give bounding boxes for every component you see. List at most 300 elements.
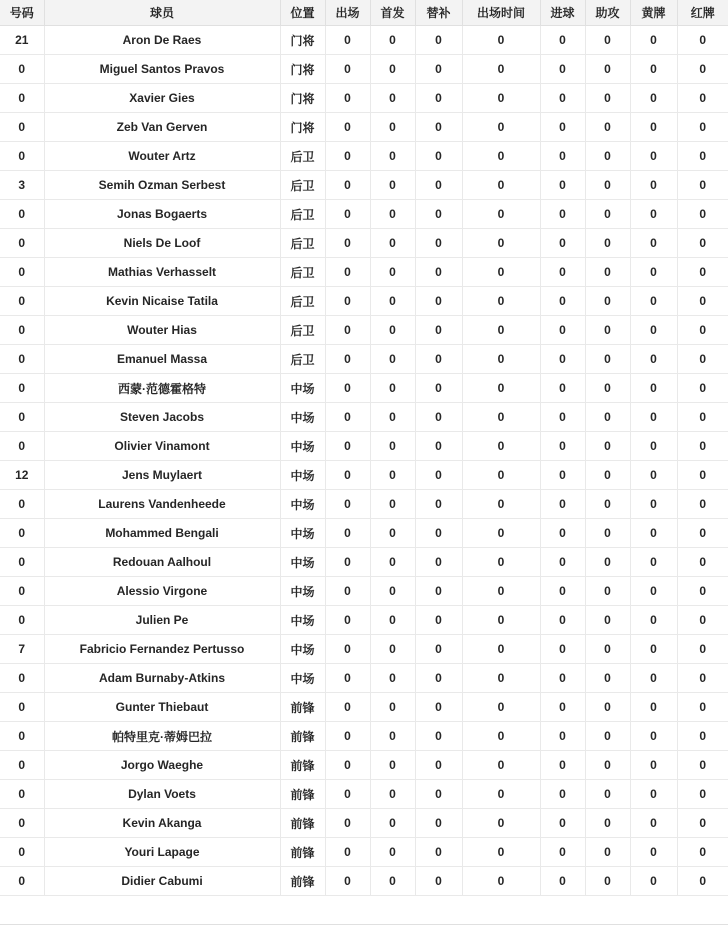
cell-assists: 0: [585, 26, 630, 55]
cell-appearances: 0: [325, 548, 370, 577]
cell-number: 0: [0, 432, 44, 461]
cell-red-cards: 0: [677, 606, 728, 635]
cell-minutes: 0: [462, 258, 540, 287]
cell-yellow-cards: 0: [630, 432, 677, 461]
cell-appearances: 0: [325, 258, 370, 287]
cell-substitute: 0: [415, 258, 462, 287]
table-row: [0, 635, 728, 664]
cell-goals: 0: [540, 113, 585, 142]
cell-yellow-cards: 0: [630, 867, 677, 896]
cell-number: 0: [0, 142, 44, 171]
cell-goals: 0: [540, 287, 585, 316]
cell-yellow-cards: 0: [630, 548, 677, 577]
cell-substitute: 0: [415, 26, 462, 55]
cell-number: 3: [0, 171, 44, 200]
cell-player: Olivier Vinamont: [44, 432, 280, 461]
cell-player: Julien Pe: [44, 606, 280, 635]
cell-minutes: 0: [462, 142, 540, 171]
cell-player: Kevin Nicaise Tatila: [44, 287, 280, 316]
table-row: [0, 577, 728, 606]
cell-goals: 0: [540, 519, 585, 548]
cell-yellow-cards: 0: [630, 84, 677, 113]
cell-player: Jonas Bogaerts: [44, 200, 280, 229]
cell-player: Xavier Gies: [44, 84, 280, 113]
cell-yellow-cards: 0: [630, 693, 677, 722]
cell-yellow-cards: 0: [630, 113, 677, 142]
cell-minutes: 0: [462, 113, 540, 142]
cell-assists: 0: [585, 461, 630, 490]
cell-assists: 0: [585, 519, 630, 548]
table-row: [0, 432, 728, 461]
cell-minutes: 0: [462, 722, 540, 751]
cell-player: 西蒙·范德霍格特: [44, 374, 280, 403]
table-row: [0, 809, 728, 838]
cell-goals: 0: [540, 722, 585, 751]
cell-red-cards: 0: [677, 55, 728, 84]
table-row: [0, 374, 728, 403]
cell-assists: 0: [585, 55, 630, 84]
table-row: [0, 780, 728, 809]
cell-assists: 0: [585, 142, 630, 171]
cell-substitute: 0: [415, 200, 462, 229]
table-row: [0, 722, 728, 751]
cell-red-cards: 0: [677, 519, 728, 548]
cell-player: Laurens Vandenheede: [44, 490, 280, 519]
table-row: [0, 548, 728, 577]
cell-assists: 0: [585, 200, 630, 229]
table-row: [0, 258, 728, 287]
cell-assists: 0: [585, 838, 630, 867]
cell-red-cards: 0: [677, 577, 728, 606]
cell-goals: 0: [540, 606, 585, 635]
cell-number: 0: [0, 84, 44, 113]
cell-substitute: 0: [415, 461, 462, 490]
header-row: [0, 0, 728, 26]
cell-assists: 0: [585, 229, 630, 258]
cell-red-cards: 0: [677, 867, 728, 896]
cell-yellow-cards: 0: [630, 722, 677, 751]
cell-player: Didier Cabumi: [44, 867, 280, 896]
cell-starts: 0: [370, 548, 415, 577]
cell-position: 前锋: [280, 693, 325, 722]
cell-goals: 0: [540, 461, 585, 490]
cell-position: 中场: [280, 664, 325, 693]
cell-appearances: 0: [325, 693, 370, 722]
table-row: [0, 287, 728, 316]
cell-substitute: 0: [415, 809, 462, 838]
cell-position: 前锋: [280, 838, 325, 867]
cell-starts: 0: [370, 287, 415, 316]
cell-player: Emanuel Massa: [44, 345, 280, 374]
cell-position: 前锋: [280, 722, 325, 751]
table-row: [0, 316, 728, 345]
cell-position: 中场: [280, 635, 325, 664]
cell-appearances: 0: [325, 26, 370, 55]
cell-minutes: 0: [462, 867, 540, 896]
cell-position: 前锋: [280, 751, 325, 780]
cell-number: 0: [0, 867, 44, 896]
cell-yellow-cards: 0: [630, 26, 677, 55]
cell-substitute: 0: [415, 519, 462, 548]
cell-goals: 0: [540, 171, 585, 200]
cell-starts: 0: [370, 432, 415, 461]
cell-red-cards: 0: [677, 751, 728, 780]
column-header-number: 号码: [0, 0, 44, 26]
cell-yellow-cards: 0: [630, 838, 677, 867]
cell-assists: 0: [585, 809, 630, 838]
cell-player: Aron De Raes: [44, 26, 280, 55]
cell-yellow-cards: 0: [630, 635, 677, 664]
cell-appearances: 0: [325, 577, 370, 606]
cell-player: Wouter Artz: [44, 142, 280, 171]
cell-position: 前锋: [280, 780, 325, 809]
cell-substitute: 0: [415, 664, 462, 693]
cell-assists: 0: [585, 258, 630, 287]
cell-assists: 0: [585, 577, 630, 606]
cell-substitute: 0: [415, 84, 462, 113]
cell-red-cards: 0: [677, 258, 728, 287]
cell-position: 门将: [280, 84, 325, 113]
cell-starts: 0: [370, 722, 415, 751]
cell-appearances: 0: [325, 113, 370, 142]
cell-number: 0: [0, 751, 44, 780]
cell-substitute: 0: [415, 316, 462, 345]
cell-number: 0: [0, 374, 44, 403]
cell-goals: 0: [540, 751, 585, 780]
table-row: [0, 229, 728, 258]
cell-substitute: 0: [415, 403, 462, 432]
cell-minutes: 0: [462, 606, 540, 635]
cell-starts: 0: [370, 577, 415, 606]
cell-assists: 0: [585, 113, 630, 142]
cell-starts: 0: [370, 490, 415, 519]
cell-assists: 0: [585, 490, 630, 519]
cell-red-cards: 0: [677, 635, 728, 664]
cell-number: 0: [0, 345, 44, 374]
cell-goals: 0: [540, 258, 585, 287]
cell-yellow-cards: 0: [630, 780, 677, 809]
cell-starts: 0: [370, 258, 415, 287]
cell-number: 0: [0, 722, 44, 751]
table-row: [0, 113, 728, 142]
cell-appearances: 0: [325, 635, 370, 664]
cell-red-cards: 0: [677, 461, 728, 490]
cell-minutes: 0: [462, 345, 540, 374]
column-header-appearances: 出场: [325, 0, 370, 26]
cell-minutes: 0: [462, 809, 540, 838]
cell-minutes: 0: [462, 84, 540, 113]
cell-position: 中场: [280, 606, 325, 635]
column-header-red-cards: 红牌: [677, 0, 728, 26]
cell-position: 前锋: [280, 867, 325, 896]
cell-number: 0: [0, 664, 44, 693]
column-header-yellow-cards: 黄牌: [630, 0, 677, 26]
cell-yellow-cards: 0: [630, 316, 677, 345]
cell-goals: 0: [540, 84, 585, 113]
cell-yellow-cards: 0: [630, 403, 677, 432]
cell-red-cards: 0: [677, 171, 728, 200]
cell-player: Wouter Hias: [44, 316, 280, 345]
cell-starts: 0: [370, 519, 415, 548]
cell-player: Mathias Verhasselt: [44, 258, 280, 287]
cell-minutes: 0: [462, 780, 540, 809]
cell-substitute: 0: [415, 287, 462, 316]
cell-red-cards: 0: [677, 664, 728, 693]
cell-player: 帕特里克·蒂姆巴拉: [44, 722, 280, 751]
cell-goals: 0: [540, 635, 585, 664]
cell-substitute: 0: [415, 867, 462, 896]
cell-goals: 0: [540, 316, 585, 345]
cell-yellow-cards: 0: [630, 577, 677, 606]
cell-appearances: 0: [325, 490, 370, 519]
cell-minutes: 0: [462, 171, 540, 200]
cell-player: Niels De Loof: [44, 229, 280, 258]
cell-starts: 0: [370, 113, 415, 142]
table-row: [0, 867, 728, 896]
cell-red-cards: 0: [677, 200, 728, 229]
cell-position: 门将: [280, 55, 325, 84]
cell-number: 0: [0, 55, 44, 84]
cell-starts: 0: [370, 403, 415, 432]
cell-starts: 0: [370, 345, 415, 374]
table-row: [0, 751, 728, 780]
table-row: [0, 345, 728, 374]
cell-appearances: 0: [325, 867, 370, 896]
cell-appearances: 0: [325, 838, 370, 867]
cell-red-cards: 0: [677, 432, 728, 461]
cell-minutes: 0: [462, 548, 540, 577]
cell-assists: 0: [585, 403, 630, 432]
cell-appearances: 0: [325, 722, 370, 751]
table-header: [0, 0, 728, 26]
cell-minutes: 0: [462, 55, 540, 84]
cell-goals: 0: [540, 200, 585, 229]
cell-starts: 0: [370, 316, 415, 345]
cell-position: 后卫: [280, 316, 325, 345]
cell-position: 中场: [280, 461, 325, 490]
cell-yellow-cards: 0: [630, 374, 677, 403]
table-row: [0, 664, 728, 693]
cell-position: 后卫: [280, 345, 325, 374]
table-row: [0, 403, 728, 432]
cell-substitute: 0: [415, 55, 462, 84]
cell-appearances: 0: [325, 751, 370, 780]
cell-minutes: 0: [462, 635, 540, 664]
cell-player: Gunter Thiebaut: [44, 693, 280, 722]
cell-player: Kevin Akanga: [44, 809, 280, 838]
table-row: [0, 55, 728, 84]
cell-red-cards: 0: [677, 84, 728, 113]
cell-appearances: 0: [325, 345, 370, 374]
table-row: [0, 490, 728, 519]
cell-red-cards: 0: [677, 490, 728, 519]
cell-goals: 0: [540, 345, 585, 374]
cell-appearances: 0: [325, 809, 370, 838]
cell-goals: 0: [540, 229, 585, 258]
cell-number: 0: [0, 577, 44, 606]
table-footer-spacer: [0, 896, 728, 925]
cell-minutes: 0: [462, 490, 540, 519]
cell-position: 中场: [280, 519, 325, 548]
cell-position: 中场: [280, 432, 325, 461]
cell-goals: 0: [540, 809, 585, 838]
cell-player: Miguel Santos Pravos: [44, 55, 280, 84]
cell-number: 0: [0, 809, 44, 838]
cell-minutes: 0: [462, 229, 540, 258]
cell-yellow-cards: 0: [630, 809, 677, 838]
cell-yellow-cards: 0: [630, 461, 677, 490]
cell-appearances: 0: [325, 55, 370, 84]
cell-starts: 0: [370, 867, 415, 896]
cell-yellow-cards: 0: [630, 142, 677, 171]
cell-minutes: 0: [462, 664, 540, 693]
cell-number: 0: [0, 838, 44, 867]
cell-appearances: 0: [325, 664, 370, 693]
table-row: [0, 26, 728, 55]
cell-red-cards: 0: [677, 26, 728, 55]
cell-player: Dylan Voets: [44, 780, 280, 809]
cell-position: 中场: [280, 548, 325, 577]
cell-appearances: 0: [325, 461, 370, 490]
cell-goals: 0: [540, 432, 585, 461]
table-row: [0, 606, 728, 635]
cell-number: 0: [0, 490, 44, 519]
cell-starts: 0: [370, 664, 415, 693]
cell-position: 门将: [280, 26, 325, 55]
cell-starts: 0: [370, 374, 415, 403]
cell-number: 0: [0, 693, 44, 722]
cell-minutes: 0: [462, 403, 540, 432]
cell-position: 后卫: [280, 287, 325, 316]
cell-red-cards: 0: [677, 548, 728, 577]
cell-starts: 0: [370, 26, 415, 55]
cell-yellow-cards: 0: [630, 519, 677, 548]
cell-assists: 0: [585, 635, 630, 664]
cell-position: 中场: [280, 374, 325, 403]
cell-starts: 0: [370, 751, 415, 780]
cell-yellow-cards: 0: [630, 287, 677, 316]
cell-substitute: 0: [415, 345, 462, 374]
cell-appearances: 0: [325, 84, 370, 113]
cell-number: 0: [0, 606, 44, 635]
cell-goals: 0: [540, 490, 585, 519]
cell-assists: 0: [585, 780, 630, 809]
cell-position: 后卫: [280, 258, 325, 287]
cell-assists: 0: [585, 374, 630, 403]
cell-player: Fabricio Fernandez Pertusso: [44, 635, 280, 664]
table-row: [0, 171, 728, 200]
cell-substitute: 0: [415, 722, 462, 751]
cell-number: 7: [0, 635, 44, 664]
cell-appearances: 0: [325, 374, 370, 403]
cell-yellow-cards: 0: [630, 200, 677, 229]
column-header-starts: 首发: [370, 0, 415, 26]
cell-goals: 0: [540, 26, 585, 55]
cell-assists: 0: [585, 751, 630, 780]
cell-number: 0: [0, 548, 44, 577]
table-row: [0, 142, 728, 171]
cell-minutes: 0: [462, 316, 540, 345]
cell-position: 中场: [280, 403, 325, 432]
cell-red-cards: 0: [677, 809, 728, 838]
cell-assists: 0: [585, 171, 630, 200]
cell-starts: 0: [370, 461, 415, 490]
cell-red-cards: 0: [677, 693, 728, 722]
cell-number: 0: [0, 258, 44, 287]
cell-assists: 0: [585, 548, 630, 577]
cell-starts: 0: [370, 606, 415, 635]
cell-substitute: 0: [415, 693, 462, 722]
cell-starts: 0: [370, 780, 415, 809]
cell-assists: 0: [585, 345, 630, 374]
cell-assists: 0: [585, 664, 630, 693]
cell-starts: 0: [370, 55, 415, 84]
cell-starts: 0: [370, 200, 415, 229]
cell-minutes: 0: [462, 519, 540, 548]
cell-yellow-cards: 0: [630, 229, 677, 258]
cell-red-cards: 0: [677, 113, 728, 142]
cell-yellow-cards: 0: [630, 345, 677, 374]
table-row: [0, 519, 728, 548]
cell-minutes: 0: [462, 461, 540, 490]
cell-position: 后卫: [280, 142, 325, 171]
cell-appearances: 0: [325, 403, 370, 432]
cell-player: Jens Muylaert: [44, 461, 280, 490]
cell-goals: 0: [540, 838, 585, 867]
cell-appearances: 0: [325, 287, 370, 316]
cell-red-cards: 0: [677, 142, 728, 171]
cell-number: 0: [0, 403, 44, 432]
cell-yellow-cards: 0: [630, 55, 677, 84]
cell-number: 0: [0, 780, 44, 809]
cell-substitute: 0: [415, 606, 462, 635]
cell-assists: 0: [585, 84, 630, 113]
cell-appearances: 0: [325, 171, 370, 200]
cell-substitute: 0: [415, 751, 462, 780]
cell-assists: 0: [585, 606, 630, 635]
cell-assists: 0: [585, 722, 630, 751]
cell-assists: 0: [585, 693, 630, 722]
column-header-player: 球员: [44, 0, 280, 26]
cell-appearances: 0: [325, 316, 370, 345]
cell-player: Alessio Virgone: [44, 577, 280, 606]
cell-goals: 0: [540, 142, 585, 171]
cell-red-cards: 0: [677, 229, 728, 258]
cell-player: Redouan Aalhoul: [44, 548, 280, 577]
cell-goals: 0: [540, 867, 585, 896]
cell-substitute: 0: [415, 374, 462, 403]
table-row: [0, 838, 728, 867]
cell-player: Jorgo Waeghe: [44, 751, 280, 780]
cell-yellow-cards: 0: [630, 258, 677, 287]
cell-minutes: 0: [462, 374, 540, 403]
cell-red-cards: 0: [677, 374, 728, 403]
cell-position: 门将: [280, 113, 325, 142]
cell-red-cards: 0: [677, 287, 728, 316]
cell-position: 中场: [280, 577, 325, 606]
cell-goals: 0: [540, 548, 585, 577]
cell-minutes: 0: [462, 693, 540, 722]
cell-substitute: 0: [415, 142, 462, 171]
cell-starts: 0: [370, 838, 415, 867]
cell-red-cards: 0: [677, 316, 728, 345]
table-body: [0, 26, 728, 896]
cell-appearances: 0: [325, 142, 370, 171]
cell-appearances: 0: [325, 519, 370, 548]
cell-starts: 0: [370, 635, 415, 664]
cell-substitute: 0: [415, 113, 462, 142]
cell-number: 21: [0, 26, 44, 55]
